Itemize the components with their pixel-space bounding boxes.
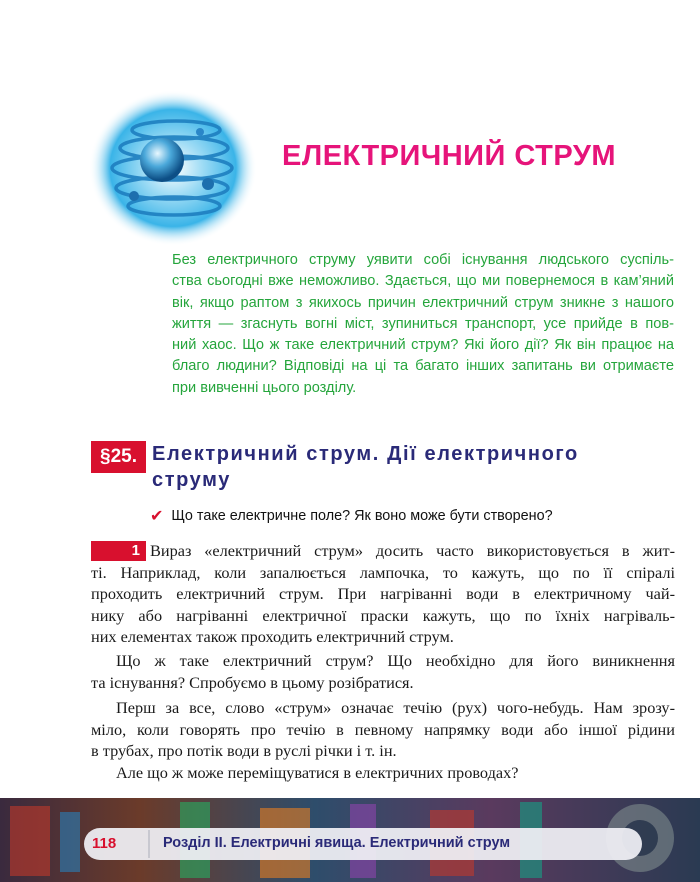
section-title-line: Електричний струм. Дії електричного [152,443,579,465]
body-line: Вираз «електричний струм» досить часто використовується в жит- [150,541,675,560]
body-line: міло, коли говорять про течію в певному напрямку води або іншої рідини [91,719,675,739]
page-number: 118 [92,835,117,852]
body-line: в трубах, про потік води в руслі річки і т. ін. [91,741,397,760]
electric-current-illustration [88,88,258,248]
body-line: Перш за все, слово «струм» означає течію (рух) чого-небудь. Нам зрозу- [116,698,675,717]
running-head: Розділ II. Електричні явища. Електричний струм [163,835,511,851]
body-line: та існування? Спробуємо в цьому розібратися. [91,672,414,692]
intro-line: вік, якщо раптом з якихось причин електричний струм зникне з нашого [172,294,674,311]
section-number-badge: §25. [91,441,146,473]
paragraph-2 [91,650,675,693]
body-line: Але що ж може переміщуватися в електричних проводах? [116,763,519,782]
intro-line: життя — згаснуть вогні міст, зупиниться транспорт, усе прийде в пов- [172,315,674,332]
chapter-title: ЕЛЕКТРИЧНИЙ СТРУМ [282,140,617,172]
point-number-badge: 1 [91,541,146,561]
intro-line: ства сьогодні вже неможливо. Здається, що ми повернемося в кам’яний [172,273,674,290]
body-line: них елементах також проходить електричний струм. [91,627,454,646]
review-question-text: Що таке електричне поле? Як воно може бути створено? [171,507,553,524]
intro-line: при вивченні цього розділу. [172,379,357,396]
paragraph-3 [91,697,675,762]
intro-line: ний хаос. Що ж таке електричний струм? Які його дії? Як він працює на [172,337,674,354]
body-line: проходить електричний струм. При нагріванні води в електричному чай- [91,584,675,603]
paragraph-1 [91,540,675,648]
body-line: нику або нагріванні електричної праски кажуть, що по їхніх нагріваль- [91,605,675,625]
intro-line: Без електричного струму уявити собі існування людського суспіль- [172,252,674,268]
body-line: ті. Наприклад, коли запалюється лампочка, то кажуть, що по її спіралі [91,562,675,582]
chapter-intro [172,250,674,399]
checkmark-icon: ✔ [150,506,164,525]
page-footer [0,798,700,882]
intro-line: благо людини? Відповіді на ці та багато інших запитань ви отримаєте [172,358,674,375]
footer-divider [148,830,150,858]
section-title-line: струму [152,469,231,491]
section-title [152,441,652,493]
review-question [150,506,553,525]
paragraph-4 [91,762,675,784]
body-line: Що ж таке електричний струм? Що необхідно для його виникнення [116,651,675,670]
